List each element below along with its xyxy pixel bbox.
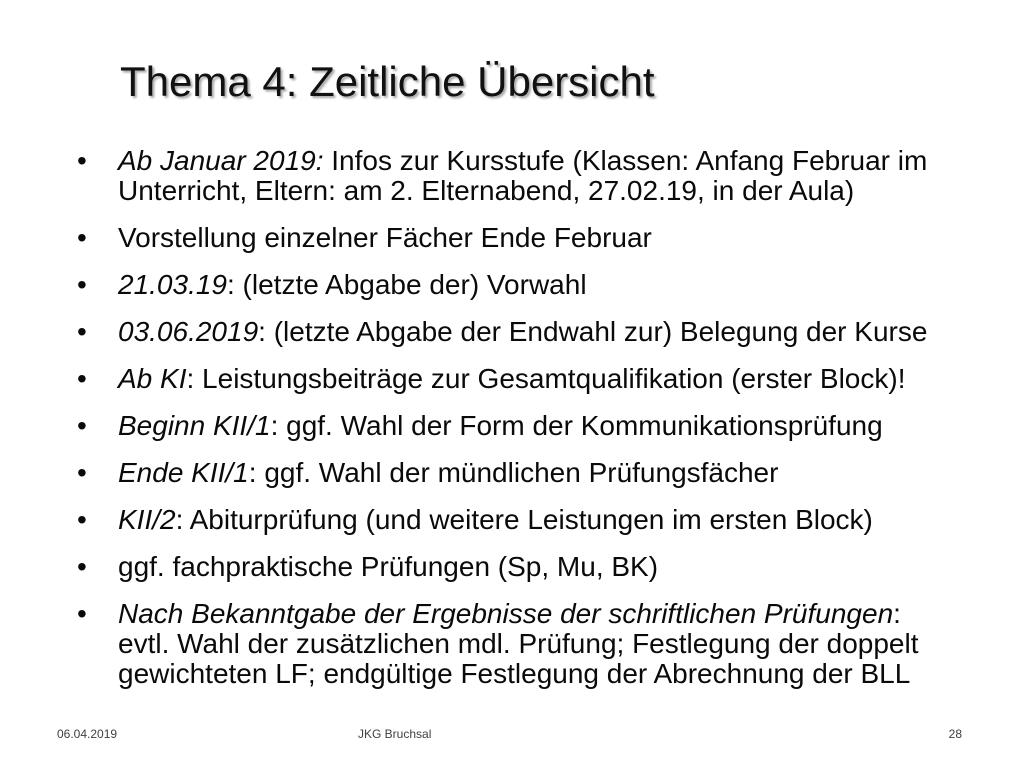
bullet-line bbox=[118, 317, 927, 347]
bullet-text: Vorstellung einzelner Fächer Ende Februar bbox=[118, 222, 652, 253]
slide-title: Thema 4: Zeitliche Übersicht bbox=[120, 58, 655, 105]
bullet-text: : ggf. Wahl der Form der Kommunikationsprüfung bbox=[270, 410, 883, 441]
bullet-marker: • bbox=[77, 363, 87, 394]
bullet-line bbox=[118, 223, 927, 253]
bullet-text: : bbox=[893, 598, 901, 629]
bullet-line bbox=[118, 411, 927, 441]
bullet-line bbox=[118, 599, 927, 629]
bullet-text-continued: Unterricht, Eltern: am 2. Elternabend, 27.02.19, in der Aula) bbox=[118, 175, 855, 206]
bullet-item bbox=[0, 317, 927, 347]
bullet-line bbox=[118, 458, 927, 488]
bullet-list bbox=[0, 146, 927, 689]
bullet-emphasis: Beginn KII/1 bbox=[118, 410, 271, 441]
bullet-marker: • bbox=[77, 551, 87, 582]
bullet-emphasis: 21.03.19 bbox=[118, 269, 227, 300]
bullet-emphasis: Ab Januar 2019: bbox=[118, 145, 324, 176]
bullet-marker: • bbox=[77, 504, 87, 535]
bullet-marker: • bbox=[77, 316, 87, 347]
bullet-item bbox=[0, 270, 927, 300]
bullet-text-continued: evtl. Wahl der zusätzlichen mdl. Prüfung; Festlegung der doppelt bbox=[118, 628, 919, 659]
bullet-emphasis: 03.06.2019 bbox=[118, 316, 259, 347]
bullet-item bbox=[0, 552, 927, 582]
bullet-text-continued: gewichteten LF; endgültige Festlegung der Abrechnung der BLL bbox=[118, 658, 911, 689]
bullet-text: : Abiturprüfung (und weitere Leistungen im ersten Block) bbox=[175, 504, 873, 535]
slide-number: 28 bbox=[948, 727, 962, 741]
bullet-line bbox=[118, 364, 927, 394]
bullet-item bbox=[0, 411, 927, 441]
bullet-item bbox=[0, 364, 927, 394]
bullet-text: : (letzte Abgabe der Endwahl zur) Belegung der Kurse bbox=[258, 316, 928, 347]
bullet-line bbox=[118, 552, 927, 582]
bullet-text: Infos zur Kursstufe (Klassen: Anfang Februar im bbox=[331, 145, 928, 176]
bullet-item bbox=[0, 599, 927, 689]
footer-date: 06.04.2019 bbox=[57, 727, 118, 741]
bullet-text: : ggf. Wahl der mündlichen Prüfungsfächer bbox=[248, 457, 779, 488]
bullet-line bbox=[118, 146, 927, 176]
bullet-emphasis: KII/2 bbox=[118, 504, 176, 535]
bullet-marker: • bbox=[77, 598, 87, 629]
bullet-emphasis: Ende KII/1 bbox=[118, 457, 249, 488]
bullet-marker: • bbox=[77, 410, 87, 441]
footer-organization: JKG Bruchsal bbox=[358, 727, 432, 741]
bullet-item bbox=[0, 146, 927, 206]
bullet-item bbox=[0, 458, 927, 488]
bullet-emphasis: Ab KI bbox=[118, 363, 187, 394]
bullet-text: : Leistungsbeiträge zur Gesamtqualifikation (erster Block)! bbox=[186, 363, 906, 394]
bullet-text: : (letzte Abgabe der) Vorwahl bbox=[227, 269, 587, 300]
bullet-marker: • bbox=[77, 145, 87, 176]
bullet-item bbox=[0, 505, 927, 535]
bullet-line bbox=[118, 270, 927, 300]
bullet-marker: • bbox=[77, 457, 87, 488]
bullet-line bbox=[118, 505, 927, 535]
bullet-marker: • bbox=[77, 269, 87, 300]
bullet-marker: • bbox=[77, 222, 87, 253]
bullet-text: ggf. fachpraktische Prüfungen (Sp, Mu, BK) bbox=[118, 551, 659, 582]
bullet-item bbox=[0, 223, 927, 253]
bullet-emphasis: Nach Bekanntgabe der Ergebnisse der schriftlichen Prüfungen bbox=[118, 598, 894, 629]
